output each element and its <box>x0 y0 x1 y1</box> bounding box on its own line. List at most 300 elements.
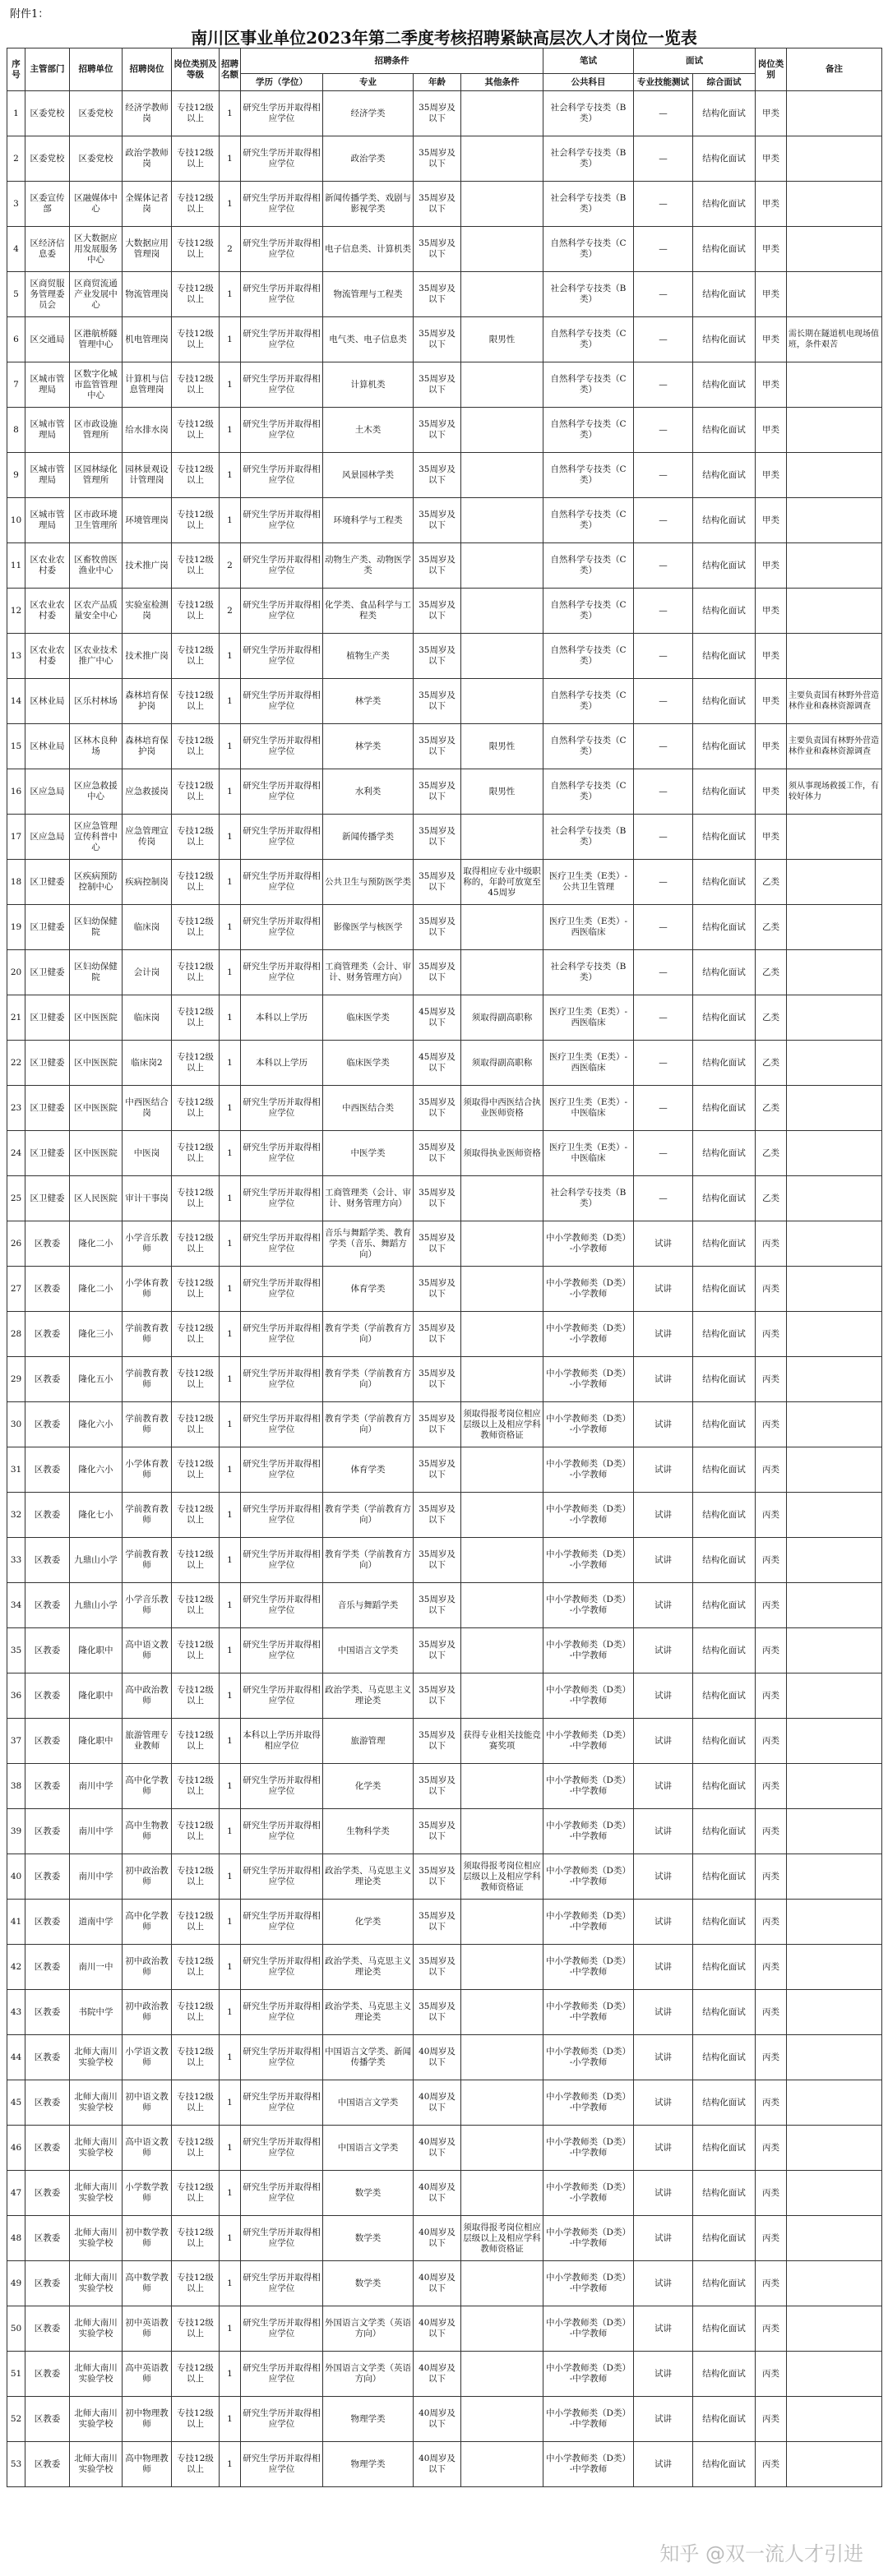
cell-written: 中小学教师类（D类）-中学教师 <box>543 2080 634 2126</box>
cell-written: 中小学教师类（D类）-中学教师 <box>543 2216 634 2261</box>
cell-quota: 1 <box>220 2261 241 2306</box>
cell-post: 高中英语教师 <box>123 2352 172 2397</box>
cell-dept: 区卫健委 <box>25 1131 70 1176</box>
cell-post: 审计干事岗 <box>123 1176 172 1221</box>
cell-note: 须从事现场救援工作，有较好体力 <box>787 769 882 815</box>
cell-major: 物流管理与工程类 <box>323 272 414 317</box>
cell-post: 环境管理岗 <box>123 498 172 543</box>
cell-edu: 研究生学历并取得相应学位 <box>241 2171 323 2216</box>
cell-age: 40周岁及以下 <box>414 2306 461 2352</box>
cell-unit: 北师大南川实验学校 <box>70 2035 123 2080</box>
cell-other <box>461 2442 543 2487</box>
cell-major: 中国语言文学类 <box>323 1628 414 1673</box>
cell-seq: 46 <box>7 2126 25 2171</box>
cell-quota: 1 <box>220 1267 241 1312</box>
cell-comprehensive: 结构化面试 <box>693 498 756 543</box>
cell-dept: 区教委 <box>25 2397 70 2442</box>
cell-category: 丙类 <box>756 1673 787 1719</box>
cell-skill: 试讲 <box>634 2216 693 2261</box>
cell-age: 35周岁及以下 <box>414 589 461 634</box>
cell-major: 音乐与舞蹈学类 <box>323 1583 414 1628</box>
cell-comprehensive: 结构化面试 <box>693 2261 756 2306</box>
cell-edu: 研究生学历并取得相应学位 <box>241 453 323 498</box>
cell-edu: 研究生学历并取得相应学位 <box>241 1809 323 1854</box>
table-row <box>7 182 882 227</box>
cell-written: 中小学教师类（D类）-小学教师 <box>543 1538 634 1583</box>
cell-skill: 试讲 <box>634 2261 693 2306</box>
cell-other <box>461 1583 543 1628</box>
cell-level: 专技12级以上 <box>172 679 220 724</box>
table-row <box>7 679 882 724</box>
header-edu: 学历（学位） <box>241 74 323 91</box>
cell-other <box>461 815 543 860</box>
cell-edu: 研究生学历并取得相应学位 <box>241 1990 323 2035</box>
cell-age: 35周岁及以下 <box>414 905 461 950</box>
cell-category: 乙类 <box>756 1131 787 1176</box>
cell-post: 应急管理宣传岗 <box>123 815 172 860</box>
header-unit: 招聘单位 <box>70 48 123 91</box>
table-row <box>7 2216 882 2261</box>
cell-skill: 试讲 <box>634 2306 693 2352</box>
cell-note <box>787 1809 882 1854</box>
table-row <box>7 2397 882 2442</box>
cell-dept: 区城市管理局 <box>25 453 70 498</box>
cell-skill: — <box>634 1131 693 1176</box>
cell-comprehensive: 结构化面试 <box>693 1854 756 1900</box>
cell-skill: — <box>634 679 693 724</box>
cell-skill: 试讲 <box>634 2442 693 2487</box>
cell-edu: 研究生学历并取得相应学位 <box>241 1312 323 1357</box>
cell-note <box>787 1176 882 1221</box>
cell-edu: 研究生学历并取得相应学位 <box>241 1176 323 1221</box>
cell-written: 中小学教师类（D类）-小学教师 <box>543 1312 634 1357</box>
cell-category: 乙类 <box>756 1086 787 1131</box>
cell-unit: 区中医医院 <box>70 995 123 1041</box>
cell-other <box>461 2352 543 2397</box>
cell-major: 风景园林学类 <box>323 453 414 498</box>
cell-comprehensive: 结构化面试 <box>693 995 756 1041</box>
cell-dept: 区委党校 <box>25 91 70 136</box>
cell-age: 35周岁及以下 <box>414 136 461 182</box>
cell-note: 主要负责国有林野外营造林作业和森林资源调查 <box>787 724 882 769</box>
cell-unit: 北师大南川实验学校 <box>70 2397 123 2442</box>
cell-level: 专技12级以上 <box>172 1221 220 1267</box>
cell-note <box>787 1538 882 1583</box>
cell-quota: 2 <box>220 227 241 272</box>
table-row <box>7 2171 882 2216</box>
cell-seq: 13 <box>7 634 25 679</box>
cell-seq: 17 <box>7 815 25 860</box>
header-major: 专业 <box>323 74 414 91</box>
cell-comprehensive: 结构化面试 <box>693 408 756 453</box>
cell-age: 35周岁及以下 <box>414 317 461 362</box>
cell-skill: — <box>634 905 693 950</box>
cell-other <box>461 1447 543 1493</box>
cell-unit: 区数字化城市监管管理中心 <box>70 362 123 408</box>
cell-comprehensive: 结构化面试 <box>693 2171 756 2216</box>
table-row <box>7 1131 882 1176</box>
table-body <box>7 91 882 2487</box>
cell-level: 专技12级以上 <box>172 498 220 543</box>
cell-category: 甲类 <box>756 815 787 860</box>
header-exam: 笔试 <box>543 48 634 74</box>
cell-skill: — <box>634 995 693 1041</box>
cell-post: 临床岗 <box>123 995 172 1041</box>
cell-note <box>787 1131 882 1176</box>
cell-seq: 9 <box>7 453 25 498</box>
cell-category: 乙类 <box>756 1176 787 1221</box>
cell-note <box>787 1221 882 1267</box>
cell-level: 专技12级以上 <box>172 1041 220 1086</box>
cell-major: 中国语言文学类、新闻传播学类 <box>323 2035 414 2080</box>
cell-edu: 研究生学历并取得相应学位 <box>241 1538 323 1583</box>
cell-major: 体育学类 <box>323 1267 414 1312</box>
cell-written: 中小学教师类（D类）-中学教师 <box>543 2442 634 2487</box>
cell-major: 经济学类 <box>323 91 414 136</box>
cell-quota: 1 <box>220 769 241 815</box>
cell-quota: 1 <box>220 1086 241 1131</box>
cell-other <box>461 1357 543 1402</box>
cell-comprehensive: 结构化面试 <box>693 1764 756 1809</box>
cell-dept: 区教委 <box>25 1719 70 1764</box>
table-row <box>7 498 882 543</box>
annex-label: 附件1： <box>10 8 49 21</box>
cell-comprehensive: 结构化面试 <box>693 1086 756 1131</box>
cell-skill: 试讲 <box>634 1628 693 1673</box>
cell-written: 中小学教师类（D类）-小学教师 <box>543 2171 634 2216</box>
cell-post: 小学语文教师 <box>123 2035 172 2080</box>
cell-comprehensive: 结构化面试 <box>693 2035 756 2080</box>
cell-major: 物理学类 <box>323 2397 414 2442</box>
cell-unit: 北师大南川实验学校 <box>70 2261 123 2306</box>
cell-edu: 研究生学历并取得相应学位 <box>241 950 323 995</box>
cell-level: 专技12级以上 <box>172 182 220 227</box>
cell-unit: 区疾病预防控制中心 <box>70 860 123 905</box>
cell-edu: 研究生学历并取得相应学位 <box>241 2397 323 2442</box>
cell-dept: 区教委 <box>25 1493 70 1538</box>
cell-post: 应急救援岗 <box>123 769 172 815</box>
cell-unit: 区委党校 <box>70 91 123 136</box>
table-row <box>7 1854 882 1900</box>
cell-category: 丙类 <box>756 2171 787 2216</box>
cell-post: 高中化学教师 <box>123 1764 172 1809</box>
cell-comprehensive: 结构化面试 <box>693 543 756 589</box>
cell-quota: 1 <box>220 362 241 408</box>
cell-skill: 试讲 <box>634 1945 693 1990</box>
cell-quota: 1 <box>220 634 241 679</box>
cell-quota: 1 <box>220 2080 241 2126</box>
cell-category: 丙类 <box>756 2261 787 2306</box>
cell-unit: 南川中学 <box>70 1764 123 1809</box>
cell-unit: 区中医医院 <box>70 1041 123 1086</box>
cell-unit: 北师大南川实验学校 <box>70 2080 123 2126</box>
cell-edu: 研究生学历并取得相应学位 <box>241 136 323 182</box>
table-wrapper <box>7 48 881 2487</box>
cell-age: 35周岁及以下 <box>414 362 461 408</box>
cell-category: 丙类 <box>756 1809 787 1854</box>
cell-comprehensive: 结构化面试 <box>693 1583 756 1628</box>
cell-category: 丙类 <box>756 1221 787 1267</box>
cell-comprehensive: 结构化面试 <box>693 453 756 498</box>
cell-level: 专技12级以上 <box>172 724 220 769</box>
cell-other <box>461 1764 543 1809</box>
cell-skill: 试讲 <box>634 1900 693 1945</box>
cell-major: 政治学类、马克思主义理论类 <box>323 1673 414 1719</box>
cell-post: 森林培育保护岗 <box>123 679 172 724</box>
cell-quota: 1 <box>220 1447 241 1493</box>
cell-unit: 隆化职中 <box>70 1673 123 1719</box>
cell-other <box>461 2126 543 2171</box>
cell-other: 须取得执业医师资格 <box>461 1131 543 1176</box>
table-row <box>7 905 882 950</box>
cell-level: 专技12级以上 <box>172 2035 220 2080</box>
cell-unit: 区中医医院 <box>70 1086 123 1131</box>
table-row <box>7 227 882 272</box>
table-row <box>7 1809 882 1854</box>
cell-major: 政治学类、马克思主义理论类 <box>323 1990 414 2035</box>
cell-seq: 45 <box>7 2080 25 2126</box>
cell-comprehensive: 结构化面试 <box>693 1357 756 1402</box>
cell-age: 35周岁及以下 <box>414 1673 461 1719</box>
cell-note <box>787 272 882 317</box>
cell-seq: 42 <box>7 1945 25 1990</box>
cell-category: 甲类 <box>756 498 787 543</box>
cell-note <box>787 1764 882 1809</box>
cell-dept: 区教委 <box>25 1402 70 1447</box>
table-row <box>7 1221 882 1267</box>
cell-age: 35周岁及以下 <box>414 1900 461 1945</box>
cell-major: 物理学类 <box>323 2442 414 2487</box>
cell-major: 教育学类（学前教育方向） <box>323 1312 414 1357</box>
cell-dept: 区林业局 <box>25 724 70 769</box>
cell-unit: 隆化职中 <box>70 1719 123 1764</box>
cell-category: 丙类 <box>756 1583 787 1628</box>
cell-category: 甲类 <box>756 589 787 634</box>
cell-age: 35周岁及以下 <box>414 1267 461 1312</box>
cell-edu: 研究生学历并取得相应学位 <box>241 227 323 272</box>
cell-other: 须取得副高职称 <box>461 1041 543 1086</box>
cell-comprehensive: 结构化面试 <box>693 2216 756 2261</box>
cell-quota: 1 <box>220 1538 241 1583</box>
cell-post: 旅游管理专业教师 <box>123 1719 172 1764</box>
cell-category: 甲类 <box>756 408 787 453</box>
cell-level: 专技12级以上 <box>172 272 220 317</box>
cell-dept: 区教委 <box>25 1583 70 1628</box>
cell-dept: 区经济信息委 <box>25 227 70 272</box>
cell-age: 35周岁及以下 <box>414 1176 461 1221</box>
table-row <box>7 272 882 317</box>
cell-seq: 7 <box>7 362 25 408</box>
cell-dept: 区教委 <box>25 1854 70 1900</box>
cell-age: 35周岁及以下 <box>414 1628 461 1673</box>
cell-other <box>461 1176 543 1221</box>
cell-age: 35周岁及以下 <box>414 860 461 905</box>
cell-unit: 南川一中 <box>70 1945 123 1990</box>
cell-dept: 区卫健委 <box>25 1176 70 1221</box>
cell-note <box>787 860 882 905</box>
cell-age: 35周岁及以下 <box>414 1990 461 2035</box>
cell-quota: 1 <box>220 2397 241 2442</box>
cell-written: 社会科学专技类（B类） <box>543 91 634 136</box>
cell-note <box>787 589 882 634</box>
cell-unit: 北师大南川实验学校 <box>70 2442 123 2487</box>
cell-category: 丙类 <box>756 2216 787 2261</box>
cell-age: 35周岁及以下 <box>414 1131 461 1176</box>
cell-unit: 区大数据应用发展服务中心 <box>70 227 123 272</box>
header-row-1 <box>7 48 882 74</box>
table-row <box>7 1267 882 1312</box>
cell-written: 社会科学专技类（B类） <box>543 815 634 860</box>
cell-dept: 区教委 <box>25 2352 70 2397</box>
cell-other <box>461 1538 543 1583</box>
table-row <box>7 995 882 1041</box>
cell-comprehensive: 结构化面试 <box>693 1990 756 2035</box>
cell-other: 取得相应专业中级职称的，年龄可放宽至45周岁 <box>461 860 543 905</box>
cell-level: 专技12级以上 <box>172 815 220 860</box>
cell-category: 丙类 <box>756 1493 787 1538</box>
cell-dept: 区教委 <box>25 2306 70 2352</box>
cell-major: 植物生产类 <box>323 634 414 679</box>
cell-age: 40周岁及以下 <box>414 2397 461 2442</box>
cell-level: 专技12级以上 <box>172 91 220 136</box>
table-row <box>7 1086 882 1131</box>
cell-level: 专技12级以上 <box>172 2397 220 2442</box>
table-row <box>7 2352 882 2397</box>
cell-unit: 隆化七小 <box>70 1493 123 1538</box>
cell-other <box>461 408 543 453</box>
cell-category: 丙类 <box>756 1312 787 1357</box>
cell-unit: 隆化职中 <box>70 1628 123 1673</box>
cell-unit: 书院中学 <box>70 1990 123 2035</box>
cell-unit: 区农产品质量安全中心 <box>70 589 123 634</box>
cell-edu: 研究生学历并取得相应学位 <box>241 1854 323 1900</box>
cell-other <box>461 905 543 950</box>
cell-dept: 区教委 <box>25 2261 70 2306</box>
cell-seq: 39 <box>7 1809 25 1854</box>
cell-level: 专技12级以上 <box>172 2171 220 2216</box>
cell-category: 丙类 <box>756 2352 787 2397</box>
cell-note <box>787 136 882 182</box>
cell-major: 计算机类 <box>323 362 414 408</box>
cell-post: 技术推广岗 <box>123 634 172 679</box>
cell-quota: 1 <box>220 860 241 905</box>
cell-seq: 47 <box>7 2171 25 2216</box>
cell-dept: 区卫健委 <box>25 950 70 995</box>
cell-other: 须取得报考岗位相应层级以上及相应学科教师资格证 <box>461 1854 543 1900</box>
cell-skill: — <box>634 724 693 769</box>
cell-dept: 区教委 <box>25 2080 70 2126</box>
cell-comprehensive: 结构化面试 <box>693 1312 756 1357</box>
cell-seq: 52 <box>7 2397 25 2442</box>
cell-written: 自然科学专技类（C类） <box>543 769 634 815</box>
cell-category: 甲类 <box>756 317 787 362</box>
cell-written: 中小学教师类（D类）-中学教师 <box>543 1673 634 1719</box>
cell-edu: 研究生学历并取得相应学位 <box>241 860 323 905</box>
cell-dept: 区委党校 <box>25 136 70 182</box>
cell-post: 临床岗 <box>123 905 172 950</box>
cell-category: 甲类 <box>756 272 787 317</box>
cell-skill: 试讲 <box>634 1583 693 1628</box>
cell-seq: 12 <box>7 589 25 634</box>
cell-major: 数学类 <box>323 2261 414 2306</box>
cell-major: 中国语言文学类 <box>323 2080 414 2126</box>
cell-written: 自然科学专技类（C类） <box>543 498 634 543</box>
cell-unit: 南川中学 <box>70 1854 123 1900</box>
cell-note <box>787 1041 882 1086</box>
cell-comprehensive: 结构化面试 <box>693 2442 756 2487</box>
cell-note <box>787 2306 882 2352</box>
cell-written: 自然科学专技类（C类） <box>543 317 634 362</box>
cell-comprehensive: 结构化面试 <box>693 227 756 272</box>
cell-dept: 区农业农村委 <box>25 634 70 679</box>
table-row <box>7 1673 882 1719</box>
cell-post: 初中英语教师 <box>123 2306 172 2352</box>
cell-level: 专技12级以上 <box>172 2080 220 2126</box>
cell-age: 35周岁及以下 <box>414 543 461 589</box>
cell-note <box>787 498 882 543</box>
cell-edu: 研究生学历并取得相应学位 <box>241 2126 323 2171</box>
header-note: 备注 <box>787 48 882 91</box>
cell-category: 丙类 <box>756 1945 787 1990</box>
cell-other: 限男性 <box>461 769 543 815</box>
cell-major: 林学类 <box>323 679 414 724</box>
cell-dept: 区教委 <box>25 1447 70 1493</box>
cell-note <box>787 2126 882 2171</box>
cell-skill: — <box>634 1041 693 1086</box>
cell-written: 自然科学专技类（C类） <box>543 679 634 724</box>
cell-quota: 1 <box>220 2126 241 2171</box>
cell-major: 数学类 <box>323 2171 414 2216</box>
cell-edu: 研究生学历并取得相应学位 <box>241 1945 323 1990</box>
table-row <box>7 860 882 905</box>
cell-post: 临床岗2 <box>123 1041 172 1086</box>
cell-other <box>461 227 543 272</box>
cell-major: 临床医学类 <box>323 1041 414 1086</box>
cell-note: 主要负责国有林野外营造林作业和森林资源调查 <box>787 679 882 724</box>
cell-comprehensive: 结构化面试 <box>693 317 756 362</box>
cell-comprehensive: 结构化面试 <box>693 2306 756 2352</box>
cell-age: 35周岁及以下 <box>414 1764 461 1809</box>
cell-unit: 区融媒体中心 <box>70 182 123 227</box>
cell-seq: 53 <box>7 2442 25 2487</box>
cell-major: 影像医学与核医学 <box>323 905 414 950</box>
cell-edu: 研究生学历并取得相应学位 <box>241 1764 323 1809</box>
cell-level: 专技12级以上 <box>172 2442 220 2487</box>
cell-unit: 九鼎山小学 <box>70 1538 123 1583</box>
cell-edu: 研究生学历并取得相应学位 <box>241 1131 323 1176</box>
cell-other <box>461 1945 543 1990</box>
cell-major: 中医学类 <box>323 1131 414 1176</box>
cell-seq: 16 <box>7 769 25 815</box>
cell-other <box>461 136 543 182</box>
cell-note <box>787 815 882 860</box>
cell-other <box>461 1267 543 1312</box>
cell-edu: 研究生学历并取得相应学位 <box>241 498 323 543</box>
cell-written: 自然科学专技类（C类） <box>543 408 634 453</box>
cell-note <box>787 1312 882 1357</box>
table-row <box>7 1945 882 1990</box>
cell-level: 专技12级以上 <box>172 2261 220 2306</box>
table-row <box>7 1583 882 1628</box>
cell-post: 初中物理教师 <box>123 2397 172 2442</box>
cell-skill: 试讲 <box>634 1221 693 1267</box>
cell-skill: — <box>634 91 693 136</box>
cell-seq: 36 <box>7 1673 25 1719</box>
cell-written: 中小学教师类（D类）-小学教师 <box>543 1357 634 1402</box>
cell-quota: 2 <box>220 543 241 589</box>
cell-other <box>461 182 543 227</box>
table-row <box>7 1041 882 1086</box>
